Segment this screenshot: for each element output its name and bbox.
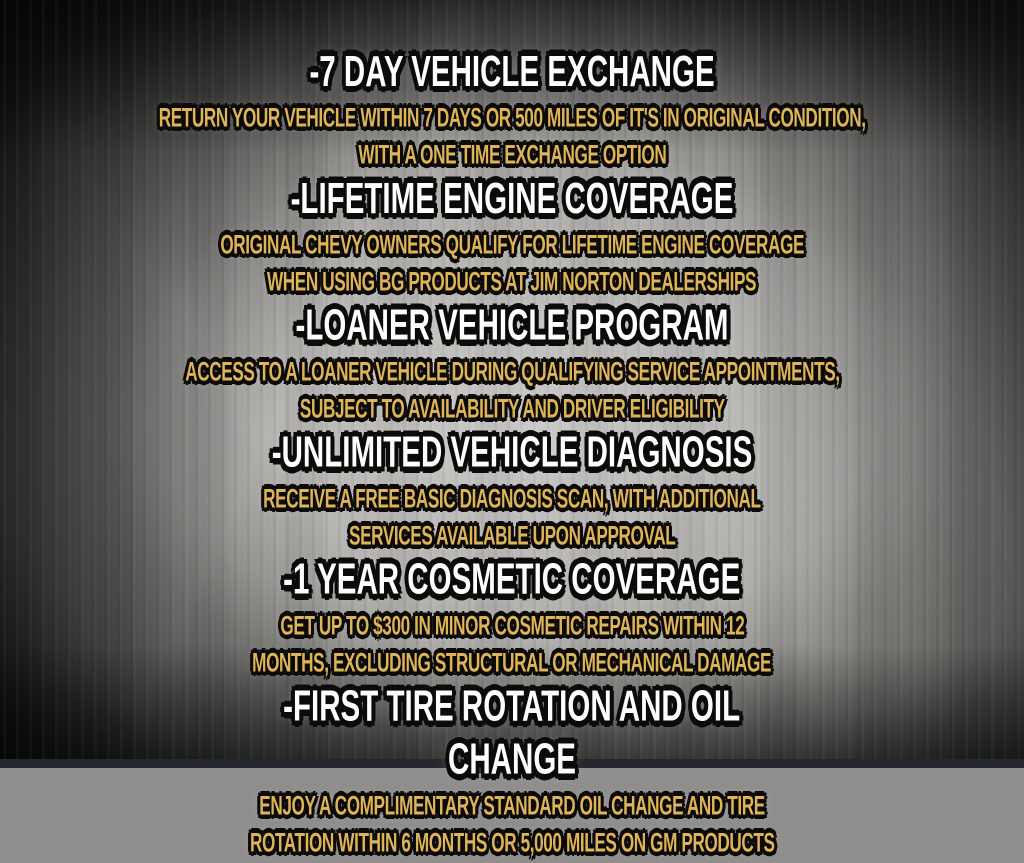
benefit-detail-text: WHEN USING BG PRODUCTS AT JIM NORTON DEALERSHIPS xyxy=(267,266,757,297)
benefit-detail-line xyxy=(0,355,1024,392)
benefit-detail-text: GET UP TO $300 IN MINOR COSMETIC REPAIRS WITHIN 12 xyxy=(280,610,744,641)
benefit-detail-text: ACCESS TO A LOANER VEHICLE DURING QUALIFYING SERVICE APPOINTMENTS, xyxy=(184,356,840,387)
benefit-detail-line xyxy=(0,789,1024,826)
benefit-heading-text: CHANGE xyxy=(448,733,576,784)
benefit-heading-text: -7 DAY VEHICLE EXCHANGE xyxy=(309,45,715,96)
benefit-heading xyxy=(0,426,1024,482)
benefit-heading xyxy=(0,45,1024,101)
benefit-detail-text: ROTATION WITHIN 6 MONTHS OR 5,000 MILES ON GM PRODUCTS xyxy=(249,827,775,858)
benefit-heading-text: -UNLIMITED VEHICLE DIAGNOSIS xyxy=(271,426,753,477)
benefit-section-loaner-program xyxy=(0,299,1024,429)
benefit-detail-line xyxy=(0,101,1024,138)
benefit-section-cosmetic-coverage xyxy=(0,553,1024,683)
benefit-detail-line xyxy=(0,482,1024,519)
benefit-detail-text: ENJOY A COMPLIMENTARY STANDARD OIL CHANGE AND TIRE xyxy=(259,790,765,821)
benefit-heading-text: -1 YEAR COSMETIC COVERAGE xyxy=(283,553,741,604)
benefit-detail-text: SERVICES AVAILABLE UPON APPROVAL xyxy=(348,520,676,551)
benefit-detail-line xyxy=(0,826,1024,863)
benefit-heading xyxy=(0,553,1024,609)
benefit-detail-text: WITH A ONE TIME EXCHANGE OPTION xyxy=(358,139,666,170)
benefit-detail-line xyxy=(0,609,1024,646)
benefit-heading xyxy=(0,299,1024,355)
benefit-heading-text: -LIFETIME ENGINE COVERAGE xyxy=(290,172,734,223)
benefit-heading xyxy=(0,733,1024,789)
benefit-detail-text: RECEIVE A FREE BASIC DIAGNOSIS SCAN, WITH ADDITIONAL xyxy=(263,483,761,514)
benefit-detail-text: SUBJECT TO AVAILABILITY AND DRIVER ELIGIBILITY xyxy=(299,393,725,424)
benefit-section-engine-coverage xyxy=(0,172,1024,302)
benefit-heading-text: -LOANER VEHICLE PROGRAM xyxy=(295,299,729,350)
benefit-detail-text: ORIGINAL CHEVY OWNERS QUALIFY FOR LIFETIME ENGINE COVERAGE xyxy=(220,229,804,260)
benefit-section-tire-rotation-oil-change xyxy=(0,680,1024,863)
benefit-section-vehicle-diagnosis xyxy=(0,426,1024,556)
benefit-heading xyxy=(0,172,1024,228)
benefit-section-vehicle-exchange xyxy=(0,45,1024,175)
benefit-detail-text: MONTHS, EXCLUDING STRUCTURAL OR MECHANICAL DAMAGE xyxy=(252,647,772,678)
benefit-heading xyxy=(0,680,1024,736)
benefit-detail-line xyxy=(0,228,1024,265)
benefit-detail-text: RETURN YOUR VEHICLE WITHIN 7 DAYS OR 500 MILES OF IT'S IN ORIGINAL CONDITION, xyxy=(158,102,866,133)
benefit-heading-text: -FIRST TIRE ROTATION AND OIL xyxy=(283,680,741,731)
